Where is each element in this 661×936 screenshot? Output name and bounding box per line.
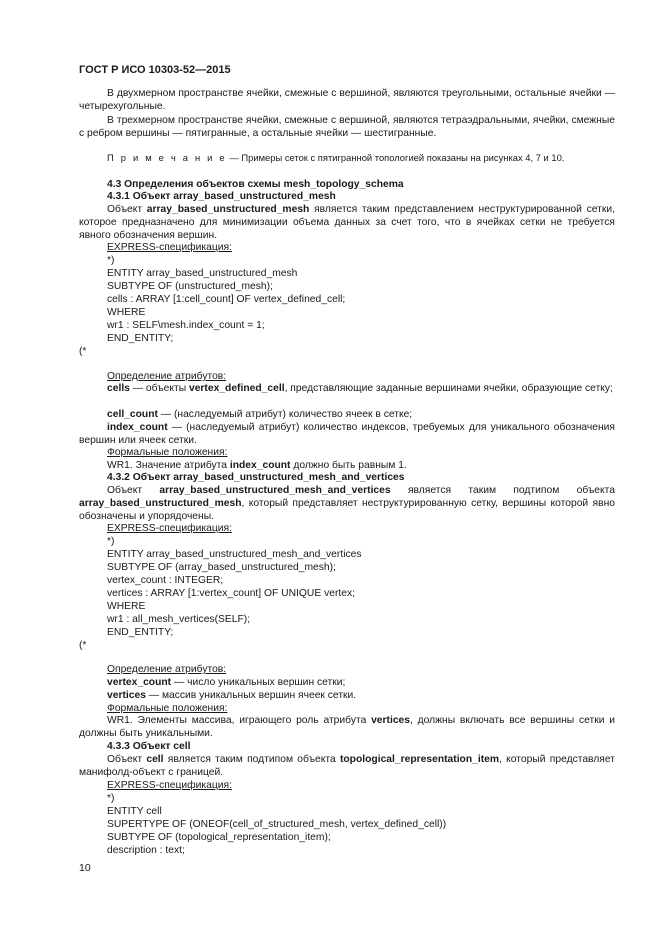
s431-formal-label: Формальные положения:: [107, 447, 228, 458]
section-heading-4-3-3: 4.3.3 Объект cell: [107, 741, 191, 752]
s431-code-open: *): [107, 255, 115, 266]
note-label: П р и м е ч а н и е: [107, 152, 227, 163]
intro-paragraph-2d: В двухмерном пространстве ячейки, смежные с вершиной, являются треугольными, остальные ячейки — четырехугольные.: [79, 88, 615, 113]
attr-ref: vertex_defined_cell: [188, 383, 285, 394]
note-text: — Примеры сеток с пятигранной топологией показаны на рисунках 4, 7 и 10.: [226, 152, 565, 163]
s432-attr-vertex-count: [107, 676, 345, 689]
s432-express-label: EXPRESS-спецификация:: [107, 523, 232, 534]
attr-text: — число уникальных вершин сетки;: [171, 677, 346, 688]
intro-paragraph-3d: В трехмерном пространстве ячейки, смежные с вершиной, являются тетраэдральными, ячейки, смежные с ребром вершины — пятигранные, а остальные ячейки — шестигранные.: [79, 115, 615, 140]
s433-express-label: EXPRESS-спецификация:: [107, 780, 232, 791]
s431-attr-cells: [79, 382, 615, 395]
attr-name-cell-count: cell_count: [107, 409, 158, 420]
s432-desc-post: , который представляет неструктурированную сетку, вершины которой явно обозначены и упорядочены.: [79, 498, 615, 523]
wr1-attr: index_count: [229, 460, 291, 471]
wr1-text: должно быть равным 1.: [290, 460, 407, 471]
attr-name-index-count: index_count: [107, 422, 168, 433]
s433-code-line: SUBTYPE OF (topological_representation_item);: [107, 832, 331, 843]
s432-desc-entity: array_based_unstructured_mesh_and_vertices: [159, 485, 391, 496]
s432-desc-mid: является таким подтипом объекта: [390, 485, 615, 496]
s433-code-line: SUPERTYPE OF (ONEOF(cell_of_structured_mesh, vertex_defined_cell)): [107, 819, 447, 830]
s433-code-line: description : text;: [107, 845, 185, 856]
s432-code-line: wr1 : all_mesh_vertices(SELF);: [107, 614, 251, 625]
s431-code-close: (*: [79, 346, 87, 357]
s431-code-line: SUBTYPE OF (unstructured_mesh);: [107, 281, 273, 292]
s431-code-line: cells : ARRAY [1:cell_count] OF vertex_defined_cell;: [107, 294, 346, 305]
s432-code-line: END_ENTITY;: [107, 627, 174, 638]
s432-code-open: *): [107, 536, 115, 547]
attr-name-vertices: vertices: [107, 690, 146, 701]
wr1-attr: vertices: [371, 715, 411, 726]
s431-attr-label: Определение атрибутов:: [107, 371, 227, 382]
attr-name-vertex-count: vertex_count: [107, 677, 172, 688]
s432-attr-vertices: [107, 689, 356, 702]
s432-code-line: vertices : ARRAY [1:vertex_count] OF UNIQUE vertex;: [107, 588, 355, 599]
s432-code-line: vertex_count : INTEGER;: [107, 575, 224, 586]
wr1-text: WR1. Значение атрибута: [107, 460, 230, 471]
section-heading-4-3-2: 4.3.2 Объект array_based_unstructured_mesh_and_vertices: [107, 472, 405, 483]
note: [107, 152, 564, 163]
s432-desc-entity2: array_based_unstructured_mesh: [79, 498, 242, 510]
s432-formal-label: Формальные положения:: [107, 703, 228, 714]
wr1-text: WR1. Элементы массива, играющего роль атрибута: [107, 715, 372, 726]
s432-code-line: WHERE: [107, 601, 146, 612]
s432-desc-pre: Объект: [107, 485, 160, 496]
s433-code-line: ENTITY cell: [107, 806, 162, 817]
s431-attr-index-count: [79, 421, 615, 447]
s431-code-line: ENTITY array_based_unstructured_mesh: [107, 268, 298, 279]
s432-code-close: (*: [79, 640, 87, 651]
s431-desc-pre: Объект: [107, 204, 147, 215]
s433-code-open: *): [107, 793, 115, 804]
section-heading-4-3: 4.3 Определения объектов схемы mesh_topology_schema: [107, 179, 404, 190]
s431-desc-entity: array_based_unstructured_mesh: [146, 204, 310, 215]
s431-desc-post: является таким представлением неструктурированной сетки, которое предназначено для минимизации объема данных за счет того, что в ячейках сетки не требуется явного обозначения вершин.: [79, 204, 615, 242]
wr1-text: , должны включать все вершины сетки и должны быть уникальными.: [79, 715, 615, 740]
attr-text: — (наследуемый атрибут) количество индексов, требуемых для уникального обозначения вершин или ячеек сетки.: [79, 422, 615, 447]
s433-desc-entity2: topological_representation_item: [339, 754, 500, 765]
section-heading-4-3-1: 4.3.1 Объект array_based_unstructured_mesh: [107, 191, 336, 202]
attr-text: , представляющие заданные вершинами ячейки, образующие сетку;: [284, 383, 613, 394]
s431-attr-cell-count: [79, 408, 615, 421]
attr-name-cells: cells: [107, 383, 130, 394]
attr-text: — объекты: [129, 383, 189, 394]
attr-text: — (наследуемый атрибут) количество ячеек в сетке;: [157, 409, 413, 420]
s431-code-line: END_ENTITY;: [107, 333, 174, 344]
s432-wr1: [79, 714, 615, 740]
s433-desc-entity: cell: [146, 754, 164, 765]
s431-description: [79, 203, 615, 243]
s432-description: [79, 484, 615, 524]
s431-express-label: EXPRESS-спецификация:: [107, 242, 232, 253]
page-number: 10: [79, 862, 91, 874]
s431-code-line: WHERE: [107, 307, 146, 318]
s432-code-line: SUBTYPE OF (array_based_unstructured_mesh);: [107, 562, 336, 573]
s432-code-line: ENTITY array_based_unstructured_mesh_and_vertices: [107, 549, 362, 560]
s432-attr-label: Определение атрибутов:: [107, 664, 227, 675]
s431-code-line: wr1 : SELF\mesh.index_count = 1;: [107, 320, 265, 331]
s433-desc-post: , который представляет манифолд-объект с границей.: [79, 754, 615, 779]
s433-desc-mid: является таким подтипом объекта: [163, 754, 340, 765]
attr-text: — массив уникальных вершин ячеек сетки.: [145, 690, 357, 701]
s433-desc-pre: Объект: [107, 754, 147, 765]
document-header: ГОСТ Р ИСО 10303-52—2015: [79, 64, 231, 76]
s433-description: [79, 753, 615, 779]
